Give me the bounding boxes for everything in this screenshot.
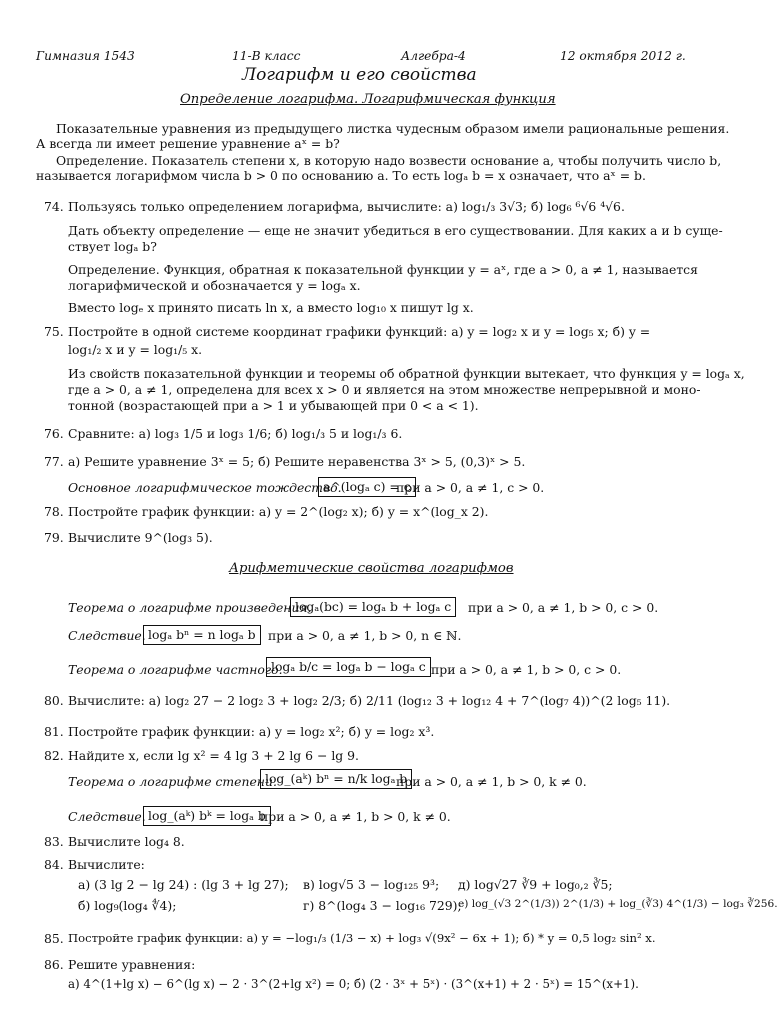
- corollary-label: Следствие.: [68, 628, 146, 643]
- problem-84-v: в) log√5 3 − log₁₂₅ 9³;: [303, 877, 440, 892]
- problem-86-intro: Решите уравнения:: [68, 957, 196, 972]
- page-title: Логарифм и его свойства: [242, 65, 477, 85]
- problem-number: 81.: [44, 724, 64, 739]
- problem-number: 77.: [44, 454, 64, 469]
- intro-line-2: А всегда ли имеет решение уравнение aˣ = b?: [36, 136, 340, 151]
- problem-80: Вычислите: а) log₂ 27 − 2 log₂ 3 + log₂ 2/3; б) 2/11 (log₁₂ 3 + log₁₂ 4 + 7^(log₇ 4))^(2 log₅ 11).: [68, 693, 671, 708]
- problem-number: 85.: [44, 931, 64, 946]
- header-class: 11-В класс: [232, 49, 301, 63]
- problem-84-a: а) (3 lg 2 − lg 24) : (lg 3 + lg 27);: [78, 877, 289, 892]
- property-line-2: где a > 0, a ≠ 1, определена для всех x > 0 и является на этом множестве непрерывной и моно-: [68, 382, 701, 397]
- problem-86-equations: а) 4^(1+lg x) − 6^(lg x) − 2 · 3^(2+lg x²) = 0; б) (2 · 3ˣ + 5ˣ) · (3^(x+1) + 2 · 5ˣ) = 15^(x+1).: [68, 977, 639, 991]
- problem-84-g: г) 8^(log₄ 3 − log₁₆ 729);: [303, 898, 462, 913]
- problem-number: 75.: [44, 324, 64, 339]
- identity-formula-box: a^(logₐ c) = c: [318, 477, 416, 497]
- section-heading-arithmetic: Арифметические свойства логарифмов: [229, 561, 514, 576]
- corollary-exponent-condition: при a > 0, a ≠ 1, b > 0, k ≠ 0.: [260, 809, 451, 824]
- theorem-quotient-box: logₐ b/c = logₐ b − logₐ c: [266, 657, 431, 677]
- section-heading-definition: Определение логарифма. Логарифмическая функция: [180, 92, 556, 107]
- problem-number: 83.: [44, 834, 64, 849]
- property-line-1: Из свойств показательной функции и теоремы об обратной функции вытекает, что функция y = logₐ x,: [68, 366, 745, 381]
- notation-note: Вместо logₑ x принято писать ln x, а вместо log₁₀ x пишут lg x.: [68, 300, 474, 315]
- problem-81: Постройте график функции: а) y = log₂ x²; б) y = log₂ x³.: [68, 724, 435, 739]
- theorem-quotient-label: Теорема о логарифме частного.: [68, 662, 283, 677]
- problem-84-intro: Вычислите:: [68, 857, 145, 872]
- problem-75-line-2: log₁/₂ x и y = log₁/₅ x.: [68, 342, 203, 357]
- problem-number: 74.: [44, 199, 64, 214]
- corollary-exponent-box: log_(aᵏ) bᵏ = logₐ b: [143, 806, 271, 826]
- identity-condition: при a > 0, a ≠ 1, c > 0.: [396, 480, 545, 495]
- identity-label: Основное логарифмическое тождество.: [68, 480, 342, 495]
- problem-number: 84.: [44, 857, 64, 872]
- problem-83: Вычислите log₄ 8.: [68, 834, 185, 849]
- problem-number: 80.: [44, 693, 64, 708]
- problem-84-b: б) log₉(log₄ ∜4);: [78, 898, 177, 913]
- remark-line-1: Дать объекту определение — еще не значит убедиться в его существовании. Для каких a и b суще-: [68, 223, 723, 238]
- header-subject: Алгебра-4: [401, 49, 466, 63]
- theorem-product-box: logₐ(bc) = logₐ b + logₐ c: [290, 597, 456, 617]
- log-function-definition-2: логарифмической и обозначается y = logₐ x.: [68, 278, 361, 293]
- problem-number: 82.: [44, 748, 64, 763]
- property-line-3: тонной (возрастающей при a > 1 и убывающей при 0 < a < 1).: [68, 398, 479, 413]
- problem-85: Постройте график функции: а) y = −log₁/₃ (1/3 − x) + log₃ √(9x² − 6x + 1); б) * y = 0,5 log₂ sin² x.: [68, 931, 656, 945]
- remark-line-2: ствует logₐ b?: [68, 239, 157, 254]
- problem-74: Пользуясь только определением логарифма, вычислите: а) log₁/₃ 3√3; б) log₆ ⁶√6 ⁴√6.: [68, 199, 625, 214]
- intro-line-1: Показательные уравнения из предыдущего листка чудесным образом имели рациональные решения.: [56, 121, 730, 136]
- theorem-product-label: Теорема о логарифме произведения.: [68, 600, 312, 615]
- problem-82: Найдите x, если lg x² = 4 lg 3 + 2 lg 6 − lg 9.: [68, 748, 359, 763]
- theorem-exponent-condition: при a > 0, a ≠ 1, b > 0, k ≠ 0.: [396, 774, 587, 789]
- log-function-definition-1: Определение. Функция, обратная к показательной функции y = aˣ, где a > 0, a ≠ 1, называется: [68, 262, 698, 277]
- header-date: 12 октября 2012 г.: [560, 49, 686, 63]
- problem-75-line-1: Постройте в одной системе координат графики функций: а) y = log₂ x и y = log₅ x; б) y =: [68, 324, 651, 339]
- theorem-exponent-label: Теорема о логарифме степени.: [68, 774, 277, 789]
- problem-76: Сравните: а) log₃ 1/5 и log₃ 1/6; б) log₁/₃ 5 и log₁/₃ 6.: [68, 426, 403, 441]
- problem-number: 76.: [44, 426, 64, 441]
- corollary-label: Следствие.: [68, 809, 146, 824]
- corollary-power-box: logₐ bⁿ = n logₐ b: [143, 625, 261, 645]
- problem-79: Вычислите 9^(log₃ 5).: [68, 530, 213, 545]
- corollary-power-condition: при a > 0, a ≠ 1, b > 0, n ∈ ℕ.: [268, 628, 462, 643]
- problem-77: а) Решите уравнение 3ˣ = 5; б) Решите неравенства 3ˣ > 5, (0,3)ˣ > 5.: [68, 454, 526, 469]
- problem-number: 78.: [44, 504, 64, 519]
- definition-line-1: Определение. Показатель степени x, в которую надо возвести основание a, чтобы получить число b,: [56, 153, 722, 168]
- definition-line-2: называется логарифмом числа b > 0 по основанию a. То есть logₐ b = x означает, что aˣ = b.: [36, 168, 646, 183]
- problem-number: 79.: [44, 530, 64, 545]
- problem-number: 86.: [44, 957, 64, 972]
- problem-78: Постройте график функции: а) y = 2^(log₂ x); б) y = x^(log_x 2).: [68, 504, 489, 519]
- header-school: Гимназия 1543: [36, 49, 135, 63]
- theorem-exponent-box: log_(aᵏ) bⁿ = n/k logₐ b: [260, 769, 412, 789]
- problem-84-d: д) log√27 ∛9 + log₀,₂ ∛5;: [458, 877, 613, 892]
- problem-84-e: е) log_(√3 2^(1/3)) 2^(1/3) + log_(∛3) 4^(1/3) − log₃ ∛256.: [458, 898, 778, 910]
- theorem-quotient-condition: при a > 0, a ≠ 1, b > 0, c > 0.: [431, 662, 622, 677]
- theorem-product-condition: при a > 0, a ≠ 1, b > 0, c > 0.: [468, 600, 659, 615]
